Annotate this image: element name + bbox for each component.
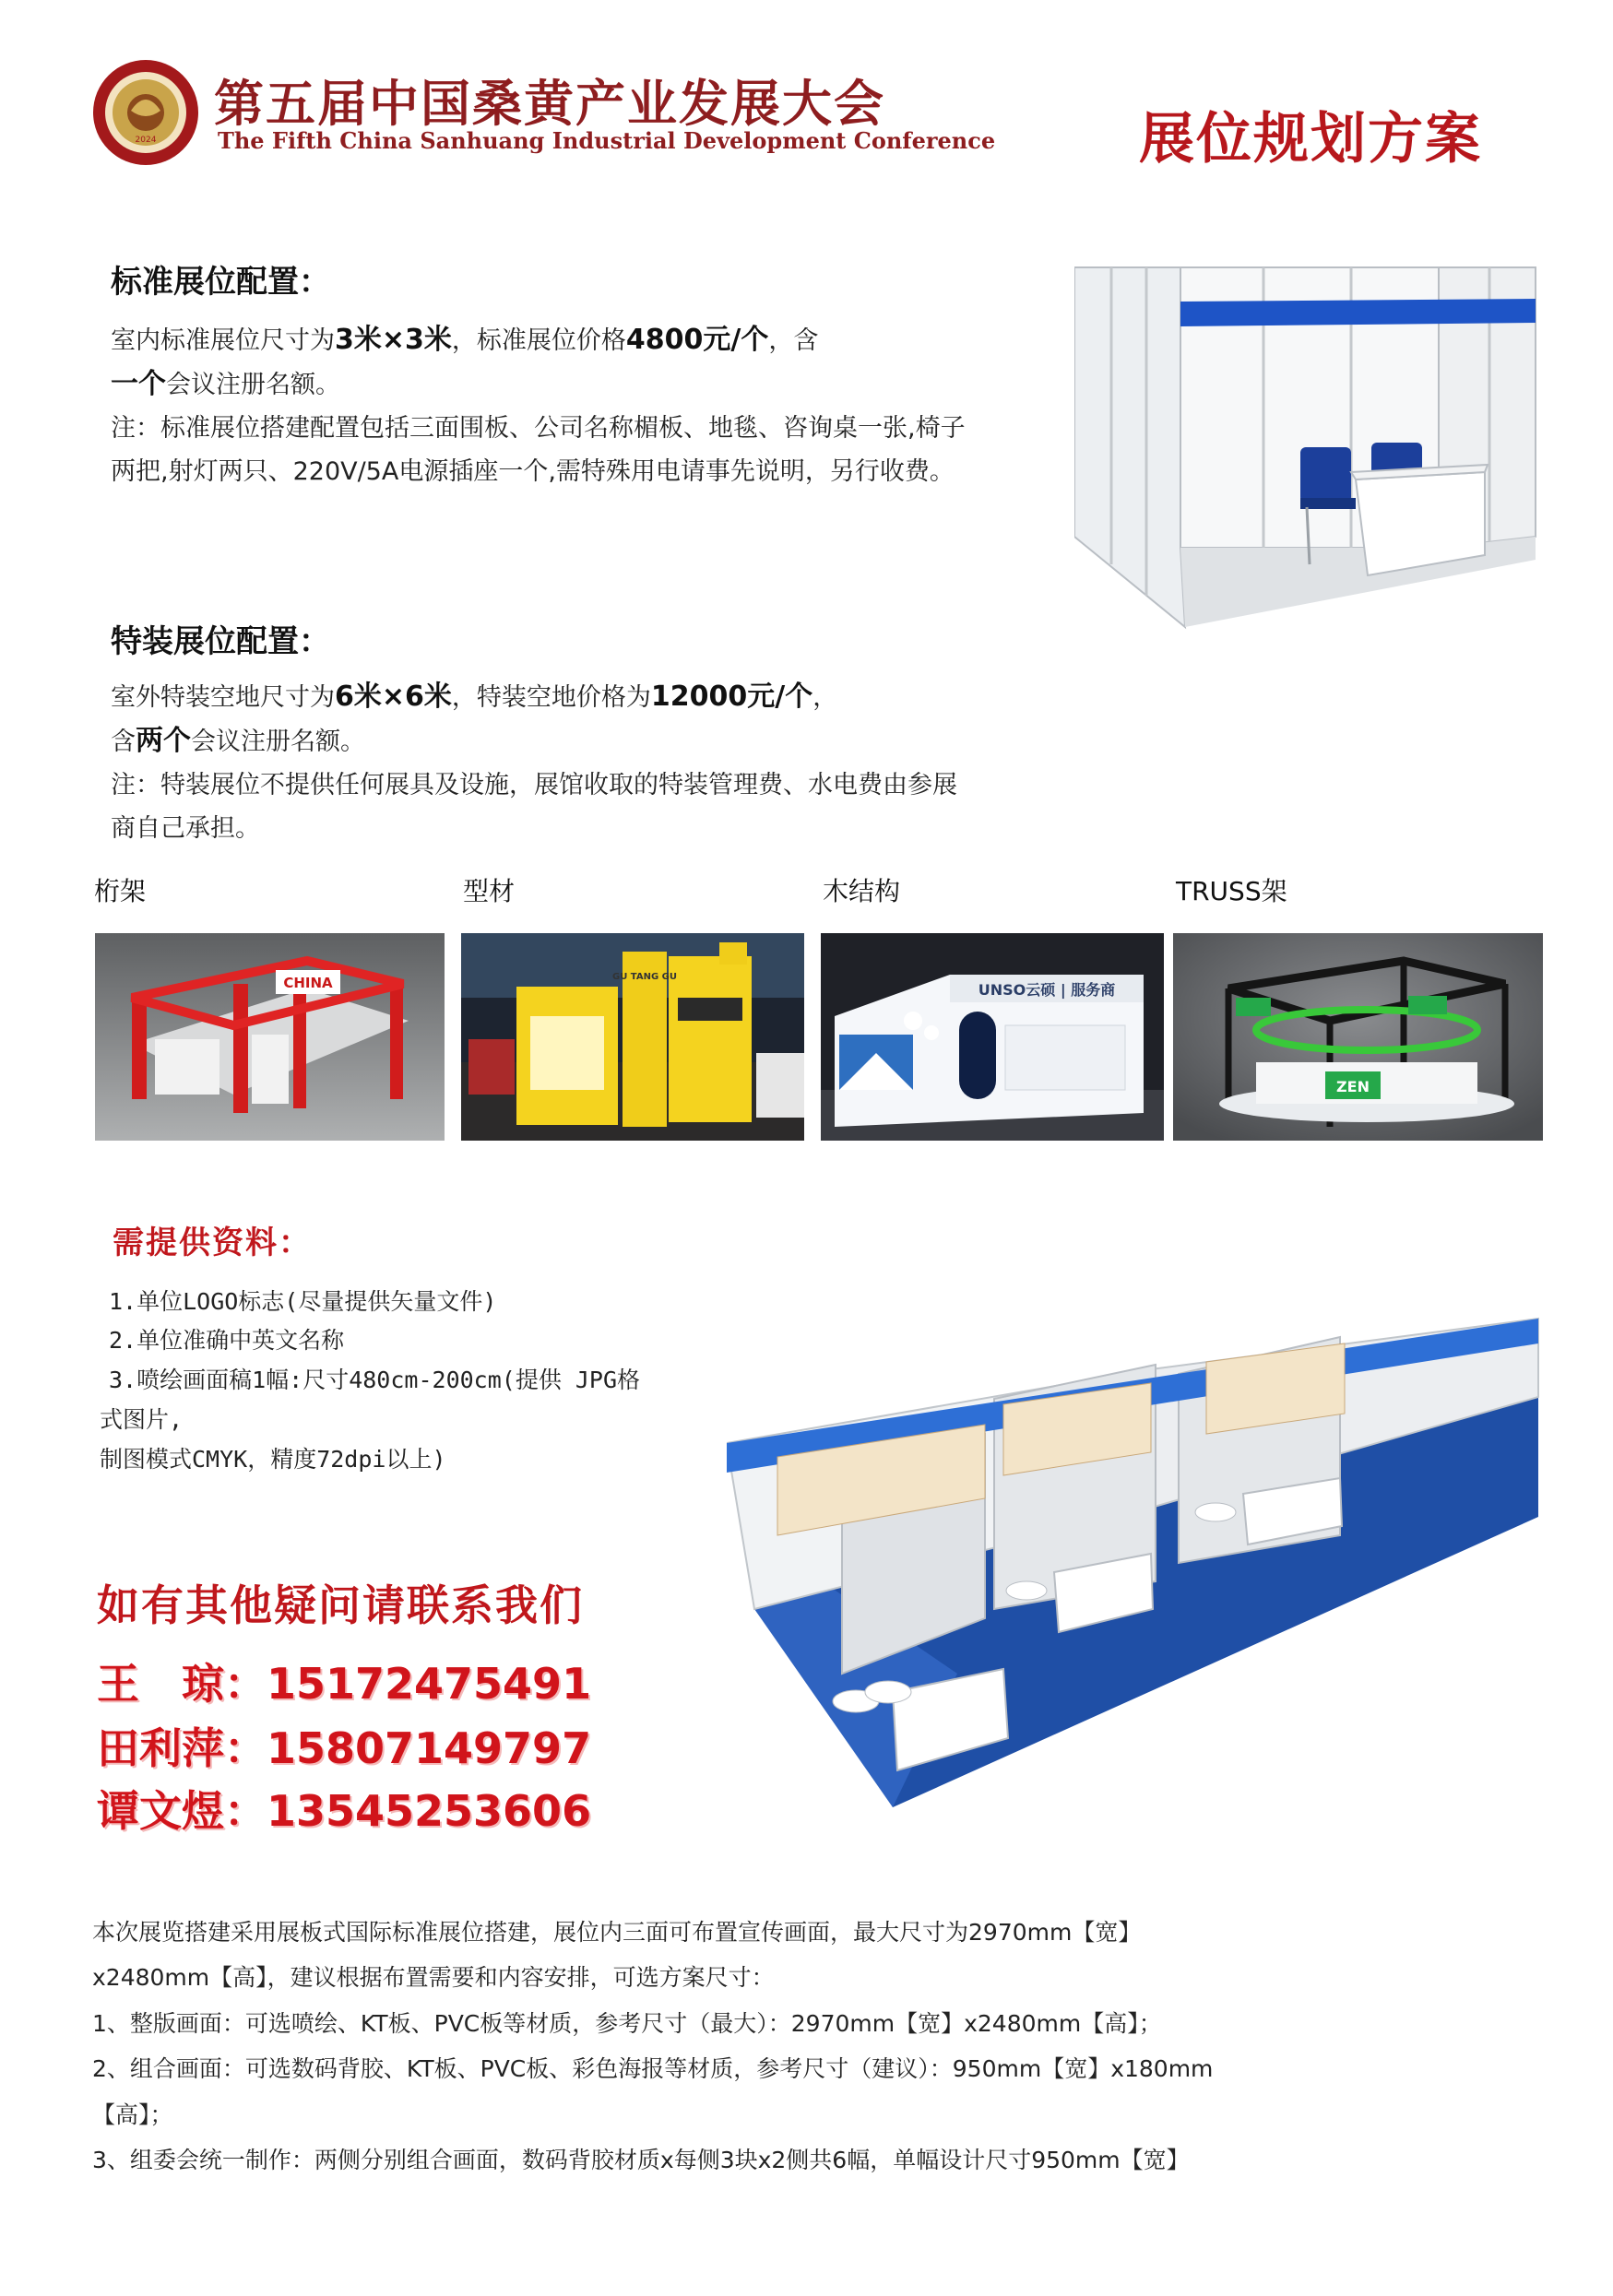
contact-entry	[97, 1778, 591, 1839]
contact-phone: 15172475491	[267, 1659, 592, 1709]
truss-booth-image	[95, 933, 445, 1141]
contact-phone: 13545253606	[267, 1786, 592, 1836]
document-title: 展位规划方案	[1139, 107, 1482, 172]
notes-line: 1、整版画面：可选喷绘、KT板、PVC板等材质，参考尺寸（最大）：2970mm【宽】x2480mm【高】；	[92, 2010, 1162, 2037]
notes-line: 2、组合画面：可选数码背胶、KT板、PVC板、彩色海报等材质，参考尺寸（建议）：950mm【宽】x180mm	[92, 2055, 1214, 2082]
svg-text:ZEN: ZEN	[1336, 1078, 1370, 1095]
special-booth-heading: 特装展位配置：	[111, 623, 330, 660]
booth-type-label: 桁架	[94, 876, 147, 906]
booth-type-label: 木结构	[823, 876, 901, 906]
profile-booth-image	[461, 933, 804, 1141]
contact-name: 王 琼：	[97, 1659, 267, 1709]
booth-type-label: 型材	[463, 876, 516, 906]
truss-frame-booth-image	[1173, 933, 1543, 1141]
notes-line: 3、组委会统一制作：两侧分别组合画面，数码背胶材质x每侧3块x2侧共6幅，单幅设计尺寸950mm【宽】	[92, 2147, 1190, 2173]
booth-row-illustration	[727, 1305, 1543, 1817]
wooden-booth-image	[821, 933, 1164, 1141]
notes-line: 本次展览搭建采用展板式国际标准展位搭建，展位内三面可布置宣传画面，最大尺寸为2970mm【宽】	[92, 1919, 1142, 1946]
contact-phone: 15807149797	[267, 1723, 592, 1773]
conference-logo-seal	[90, 57, 201, 168]
contact-name: 谭文煜：	[97, 1786, 267, 1836]
materials-item: 1.单位LOGO标志(尽量提供矢量文件)	[109, 1288, 497, 1315]
standard-booth-heading: 标准展位配置：	[111, 264, 330, 301]
svg-text:CHINA: CHINA	[283, 975, 333, 991]
materials-item: 制图模式CMYK，精度72dpi以上)	[100, 1446, 446, 1473]
svg-text:2024: 2024	[135, 136, 157, 145]
notes-line: x2480mm【高】，建议根据布置需要和内容安排，可选方案尺寸：	[92, 1964, 775, 1991]
conference-title-cn: 第五届中国桑黄产业发展大会	[214, 74, 885, 133]
booth-type-label: TRUSS架	[1176, 876, 1287, 906]
contact-name: 田利萍：	[97, 1723, 267, 1773]
conference-title-en: The Fifth China Sanhuang Industrial Development Conference	[218, 127, 996, 154]
materials-item: 3.喷绘画面稿1幅:尺寸480cm-200cm(提供 JPG格	[109, 1367, 641, 1393]
standard-booth-note: 注：标准展位搭建配置包括三面围板、公司名称楣板、地毯、咨询桌一张,椅子两把,射灯两只、220V/5A电源插座一个,需特殊用电请事先说明，另行收费。	[111, 414, 966, 486]
materials-heading: 需提供资料：	[113, 1225, 312, 1261]
contact-heading: 如有其他疑问请联系我们	[97, 1580, 584, 1630]
materials-item: 式图片,	[100, 1406, 184, 1433]
svg-text:UNSO云硕 | 服务商: UNSO云硕 | 服务商	[978, 981, 1116, 999]
standard-booth-description: 室内标准展位尺寸为3米×3米，标准展位价格4800元/个，含 一个会议注册名额。 注：标准展位搭建配置包括三面围板、公司名称楣板、地毯、咨询桌一张,椅子两把,射灯两只、220V/5A电源插座一个,需特殊用电请事先说明，另行收费。	[111, 324, 966, 486]
standard-booth-illustration	[1074, 260, 1545, 633]
special-booth-description: 室外特装空地尺寸为6米×6米，特装空地价格为12000元/个， 含两个会议注册名额。 注：特装展位不提供任何展具及设施，展馆收取的特装管理费、水电费由参展商自己承担。	[111, 681, 957, 843]
contact-entry	[97, 1651, 591, 1711]
special-booth-note: 注：特装展位不提供任何展具及设施，展馆收取的特装管理费、水电费由参展商自己承担。	[111, 771, 957, 843]
materials-item: 2.单位准确中英文名称	[109, 1327, 345, 1354]
svg-text:GU TANG GU: GU TANG GU	[612, 972, 677, 982]
notes-line: 【高】；	[92, 2101, 173, 2128]
contact-entry	[97, 1715, 591, 1776]
